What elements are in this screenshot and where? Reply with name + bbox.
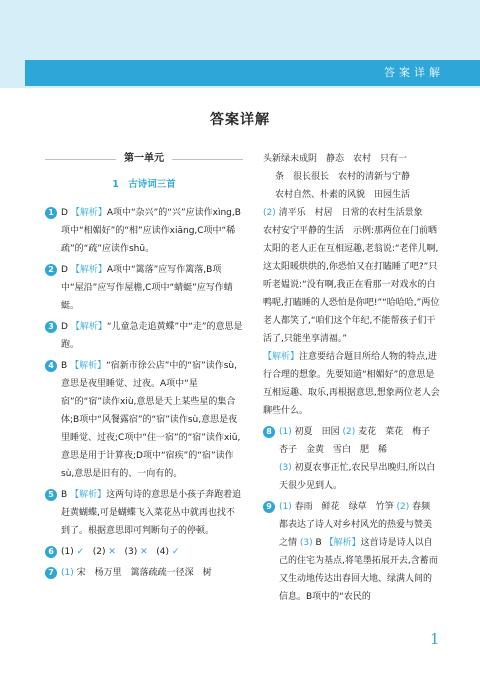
answer-item <box>45 204 243 258</box>
answer-item <box>45 318 243 354</box>
answer-text: 初夏农事正忙,农民早出晚归,所以白天很少见到人。 <box>279 463 436 491</box>
answer-text: 清平乐 村居 日常的农村生活景象 农村安宁平静的生活 示例:那两位在门前晒太阳的老人正在互相逗趣,老翁说:“老伴儿啊,这太阳暖烘烘的,你恐怕又在打瞌睡了吧?”只听老媪说:“没有啊,我正在看那一对戏水的白鸭呢,打瞌睡的人恐怕是你吧!”“哈哈哈,”两位老人都笑了,“咱们这个年纪,不能帮孩子们干活了,只能坐享清福。” <box>263 208 440 344</box>
answer-letter: D <box>61 322 68 332</box>
cross-icon: ✕ <box>108 547 116 557</box>
analysis-text: “宿新市徐公店”中的“宿”读作sù,意思是夜里睡觉、过夜。A项中“星宿”的“宿”读作xiù,意思是天上某些星的集合体;B项中“风餐露宿”的“宿”读作sù,意思是夜里睡觉、过夜;C项中“住一宿”的“宿”读作xiǔ,意思是用于计算夜;D项中“宿疾”的“宿”读作sù,意思是旧有的、一向有的。 <box>61 361 241 479</box>
question-number-badge: 6 <box>45 546 57 558</box>
answer-text: 宋 杨万里 篱落疏疏一径深 树 <box>76 568 212 578</box>
question-number-badge: 2 <box>45 264 57 276</box>
part-label: (4) <box>156 547 170 557</box>
unit-title: 第一单元 <box>124 153 164 164</box>
divider <box>45 159 116 160</box>
analysis-text: A项中“杂兴”的“兴”应读作xìng,B项中“相媚好”的“相”应读作xiāng,C项中“稀疏”的“疏”应读作shū。 <box>61 208 241 254</box>
page-number: 1 <box>430 630 440 648</box>
analysis-tag: 【解析】 <box>70 208 107 218</box>
part-label: (2) <box>342 427 356 437</box>
answer-item <box>263 423 440 495</box>
section-title: 1 古诗词三首 <box>112 179 176 190</box>
analysis-tag: 【解析】 <box>70 322 107 332</box>
answer-item <box>45 261 243 315</box>
part-label: (1) <box>279 427 292 437</box>
answer-text: 初夏 田园 <box>294 427 340 437</box>
part-label: (3) <box>279 463 292 473</box>
analysis-tag: 【解析】 <box>263 352 300 362</box>
check-icon: ✓ <box>171 547 180 557</box>
question-number-badge: 1 <box>45 207 57 219</box>
analysis-tag: 【解析】 <box>70 265 107 275</box>
answer-letter: B <box>315 538 322 548</box>
header-title: 答案详解 <box>384 66 444 79</box>
answer-item <box>45 564 243 582</box>
answer-item <box>45 357 243 483</box>
answer-letter: B <box>61 490 68 500</box>
question-number-badge: 8 <box>263 426 275 438</box>
right-column <box>263 150 440 609</box>
part-label: (1) <box>279 502 292 512</box>
answer-item <box>45 543 243 561</box>
part-label: (2) <box>92 547 106 557</box>
analysis-text: 这首诗是诗人以自己的住宅为基点,将笔墨拓展开去,含蓄而又生动地传达出春回大地、绿满人间的信息。B项中的“农民的 <box>279 538 438 602</box>
part-label: (3) <box>124 547 138 557</box>
answer-letter: B <box>61 361 68 371</box>
question-number-badge: 3 <box>45 321 57 333</box>
answer-letter: D <box>61 265 68 275</box>
answer-item <box>45 486 243 540</box>
continued-line: 农村自然、朴素的风貌 田园生活 <box>275 190 411 200</box>
analysis-text: “儿童急走追黄蝶”中“走”的意思是跑。 <box>61 322 243 350</box>
analysis-text: 这两句诗的意思是小孩子奔跑着追赶黄蝴蝶,可是蝴蝶飞入菜花丛中就再也找不到了。根据意思即可判断句子的停顿。 <box>61 490 242 536</box>
continued-line: 条 很长很长 农村的清新与宁静 <box>275 172 411 182</box>
part-label: (1) <box>61 547 74 557</box>
unit-heading <box>45 150 243 168</box>
question-number-badge: 4 <box>45 360 57 372</box>
analysis-paragraph <box>263 348 440 420</box>
part-label: (2) <box>396 502 410 512</box>
answer-letter: D <box>61 208 68 218</box>
check-icon: ✓ <box>76 547 85 557</box>
divider <box>172 159 243 160</box>
question-number-badge: 7 <box>45 567 57 579</box>
page-title: 答案详解 <box>210 112 270 128</box>
left-column <box>45 150 243 585</box>
answer-paragraph <box>263 204 440 348</box>
question-number-badge: 5 <box>45 489 57 501</box>
analysis-text: A项中“篱落”应写作篱落,B项中“屋沿”应写作屋檐,C项中“蜻蜓”应写作蜻蜓。 <box>61 265 233 311</box>
question-number-badge: 9 <box>263 501 275 513</box>
analysis-tag: 【解析】 <box>70 361 107 371</box>
continued-line: 头新绿未成阴 静态 农村 只有一 <box>263 154 408 164</box>
cross-icon: ✕ <box>140 547 148 557</box>
part-label: (1) <box>61 568 74 578</box>
part-label: (3) <box>299 538 313 548</box>
part-label: (2) <box>263 208 276 218</box>
analysis-tag: 【解析】 <box>324 538 361 548</box>
answer-item <box>263 498 440 606</box>
answer-text: 春频 都表达了诗人对乡村风光的热爱与赞美之情 <box>279 502 440 548</box>
analysis-tag: 【解析】 <box>70 490 107 500</box>
analysis-text: 注意要结合题目所给人物的特点,进行合理的想象。先要知道“相媚好”的意思是互相逗趣、取乐,再根据意思,想象两位老人会聊些什么。 <box>263 352 440 416</box>
answer-text: 春雨 鲜花 绿草 竹笋 <box>294 502 394 512</box>
answer-text: 麦花 菜花 梅子 杏子 金黄 雪白 肥 稀 <box>279 427 440 455</box>
